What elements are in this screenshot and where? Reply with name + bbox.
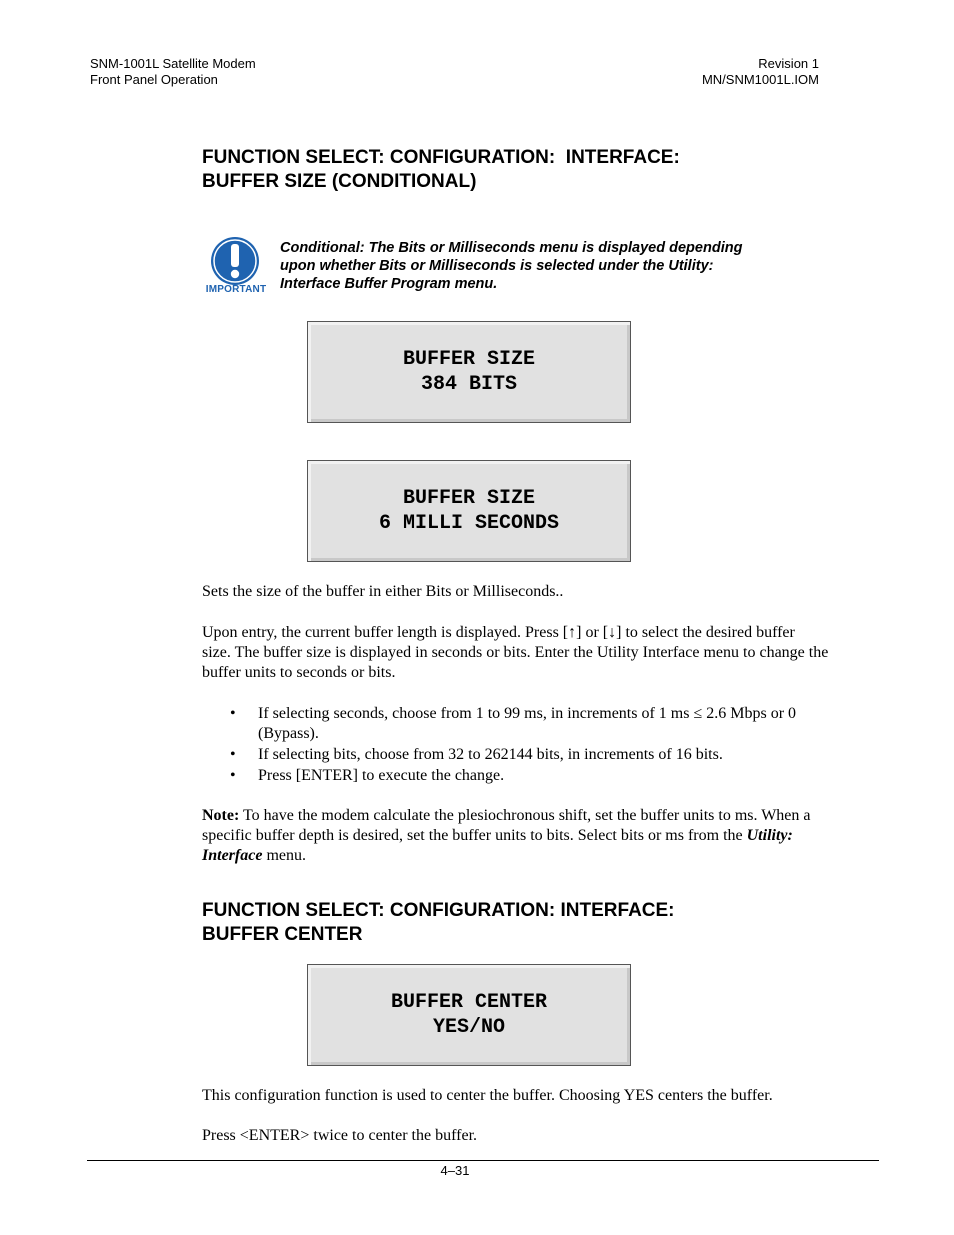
header-doc-number: MN/SNM1001L.IOM — [701, 72, 819, 87]
note-text: specific buffer depth is desired, set the buffer units to bits. Select bits or ms from the — [202, 827, 747, 844]
section-title-line: BUFFER CENTER — [202, 924, 363, 945]
important-notice — [203, 236, 269, 298]
note-emphasis: Utility: — [746, 827, 793, 844]
header-doc-title: SNM-1001L Satellite Modem — [90, 56, 256, 71]
note-paragraph — [202, 806, 882, 866]
paragraph-line: buffer units to seconds or bits. — [202, 664, 396, 681]
conditional-note-line: Interface Buffer Program menu. — [280, 276, 498, 292]
lcd-line: BUFFER SIZE — [402, 487, 536, 510]
paragraph-line: size. The buffer size is displayed in seconds or bits. Enter the Utility Interface menu to change the — [202, 644, 829, 661]
section-title-line: BUFFER SIZE (CONDITIONAL) — [202, 171, 477, 192]
section-title-line: FUNCTION SELECT: CONFIGURATION: INTERFACE: — [202, 147, 680, 168]
list-item — [202, 704, 882, 744]
conditional-note-line: Conditional: The Bits or Milliseconds menu is displayed depending — [280, 240, 743, 256]
list-item: • Press [ENTER] to execute the change. — [202, 766, 882, 786]
page-number: 4–31 — [440, 1163, 470, 1178]
list-item: • If selecting bits, choose from 32 to 262144 bits, in increments of 16 bits. — [202, 745, 882, 765]
paragraph-upon-entry — [202, 623, 882, 683]
lcd-display-buffer-center — [307, 964, 631, 1066]
lcd-line: BUFFER SIZE — [402, 348, 536, 371]
bullet-list — [202, 704, 882, 787]
lcd-display-buffer-ms — [307, 460, 631, 562]
note-label: Note: — [202, 807, 240, 824]
header-right — [702, 56, 819, 88]
note-line — [202, 806, 882, 826]
section-title-buffer-size — [202, 146, 680, 194]
paragraph-buffer-size-intro: Sets the size of the buffer in either Bits or Milliseconds.. — [202, 583, 564, 600]
lcd-line: YES/NO — [432, 1016, 505, 1039]
important-label: IMPORTANT — [205, 284, 267, 295]
exclamation-circle-icon — [203, 236, 269, 286]
note-emphasis: Interface — [202, 847, 263, 864]
lcd-line: 6 MILLI SECONDS — [378, 512, 560, 535]
header-chapter: Front Panel Operation — [90, 72, 218, 87]
header-left — [90, 56, 256, 88]
section-title-line: FUNCTION SELECT: CONFIGURATION: INTERFACE: — [202, 900, 675, 921]
note-line — [202, 826, 882, 846]
paragraph-line: Upon entry, the current buffer length is displayed. Press [↑] or [↓] to select the desired buffer — [202, 624, 795, 641]
conditional-note-line: upon whether Bits or Milliseconds is selected under the Utility: — [280, 258, 714, 274]
conditional-note — [280, 239, 800, 293]
header-revision: Revision 1 — [758, 56, 819, 71]
note-line — [202, 846, 882, 866]
lcd-line: 384 BITS — [420, 373, 517, 396]
note-text: menu. — [262, 847, 306, 864]
section-title-buffer-center — [202, 899, 675, 947]
paragraph-buffer-center: This configuration function is used to center the buffer. Choosing YES centers the buffer. — [202, 1087, 773, 1104]
list-item-line: (Bypass). — [258, 725, 319, 742]
lcd-line: BUFFER CENTER — [390, 991, 548, 1014]
footer-divider — [87, 1160, 879, 1161]
list-item-line: • If selecting seconds, choose from 1 to 99 ms, in increments of 1 ms ≤ 2.6 Mbps or 0 — [258, 705, 797, 722]
lcd-display-buffer-bits — [307, 321, 631, 423]
note-text: To have the modem calculate the plesiochronous shift, set the buffer units to ms. When a — [239, 807, 811, 824]
paragraph-press-enter: Press <ENTER> twice to center the buffer. — [202, 1127, 478, 1144]
